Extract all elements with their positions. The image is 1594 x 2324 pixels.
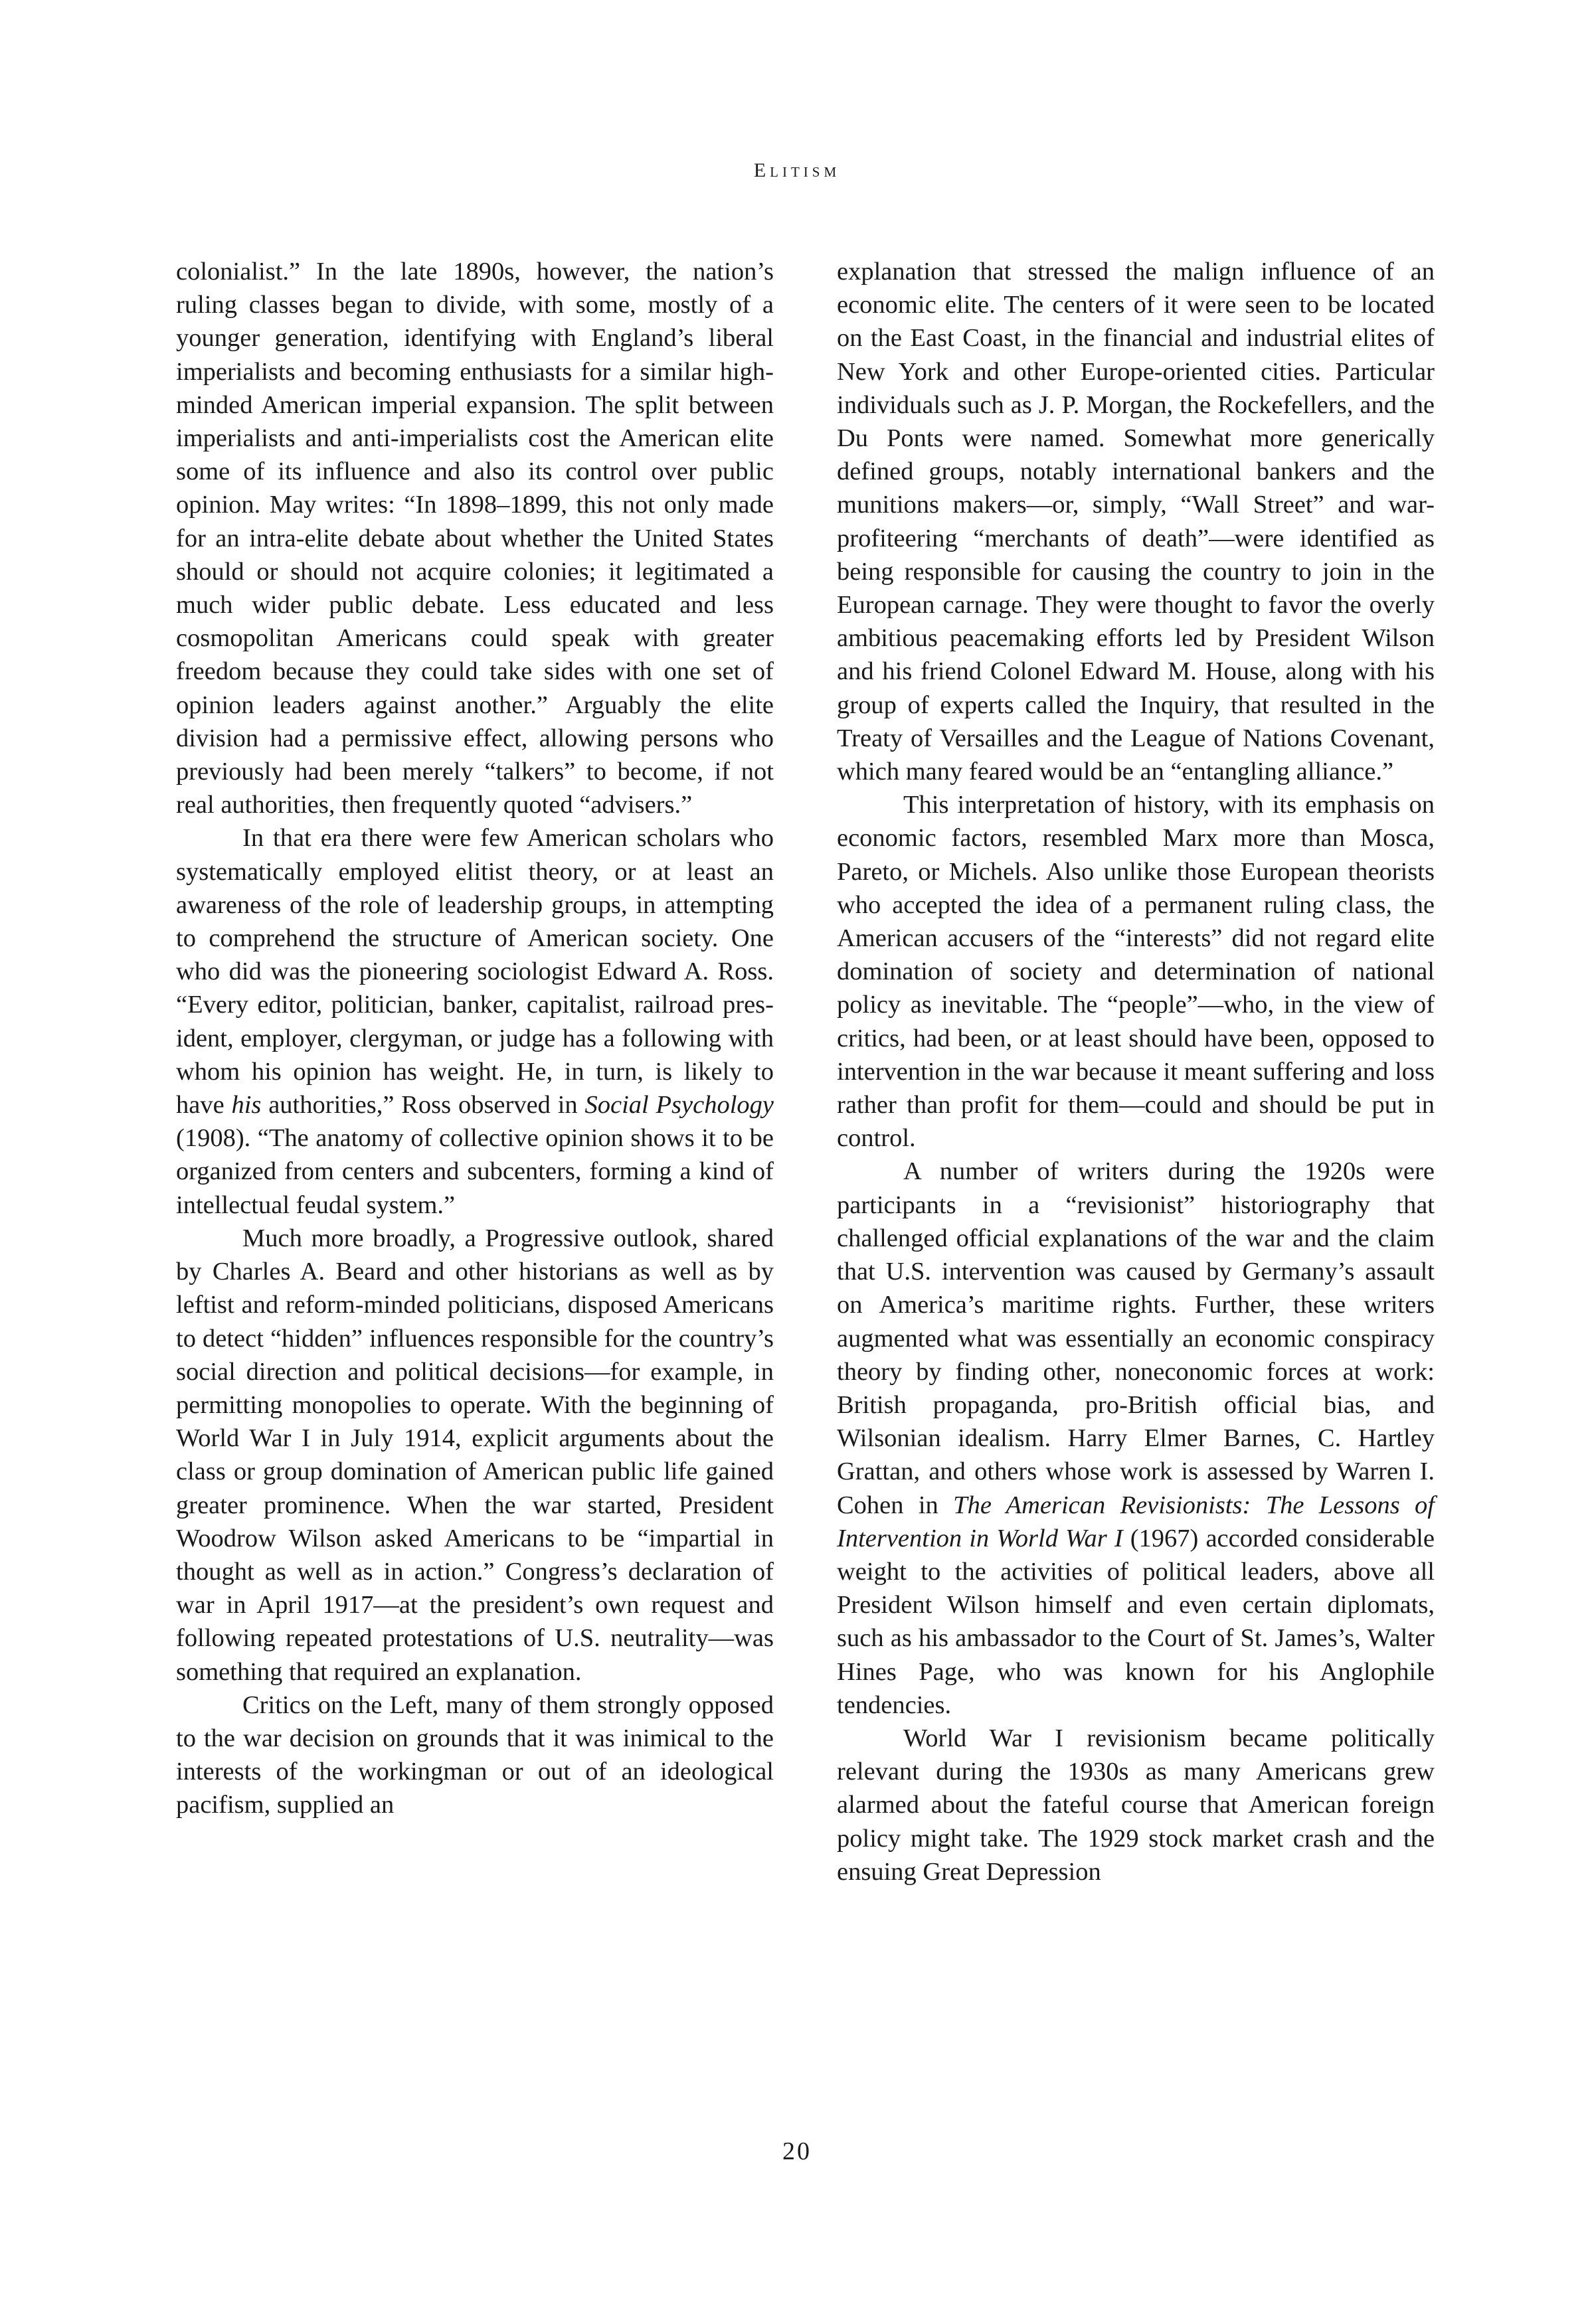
italic-term: his bbox=[231, 1091, 262, 1120]
paragraph: This interpretation of history, with its emphasis on economic factors, resembled Marx more than Mosca, Pareto, or Michels. Also unlike those European theorists who accepted the idea of a permanent ruling class, the American accusers of the “interests” did not regard elite domination of society and determination of national policy as inevitable. The “people”—who, in the view of critics, had been, or at least should have been, opposed to intervention in the war because it meant suffering and loss rather than profit for them—could and should be put in control. bbox=[837, 791, 1435, 1153]
book-title: The American Revisionists: The Lessons of Intervention in World War I bbox=[837, 1491, 1435, 1552]
paragraph: Critics on the Left, many of them strongly opposed to the war decision on grounds that it was inimical to the interests of the workingman or out of an ideological pacifism, supplied an bbox=[176, 1691, 774, 1819]
text-run: In that era there were few American scholars who systematically employed elitist theory, or at least an awareness of the role of leadership groups, in attempting to comprehend the structure of American society. One who did was the pioneering sociologist Edward A. Ross. “Every editor, politician, banker, capitalist, railroad president, employer, clergyman, or judge has a following with whom his opinion has weight. He, in turn, is likely to have bbox=[176, 824, 774, 1120]
paragraph: World War I revisionism became politically relevant during the 1930s as many Americans grew alarmed about the fateful course that American foreign policy might take. The 1929 stock market crash and the ensuing Great Depression bbox=[837, 1724, 1435, 1886]
book-title: Social Psychology bbox=[584, 1091, 774, 1120]
paragraph bbox=[837, 1155, 1435, 1721]
paragraph bbox=[176, 821, 774, 1221]
page-number: 20 bbox=[782, 2137, 812, 2165]
text-run: (1908). “The anatomy of collective opinion shows it to be organized from centers and subcenters, forming a kind of intellectual feudal system.” bbox=[176, 1124, 774, 1219]
left-column bbox=[176, 255, 774, 1822]
paragraph: colonialist.” In the late 1890s, however, the nation’s ruling classes began to divide, with some, mostly of a younger generation, identifying with England’s liberal imperialists and becoming enthusiasts for a similar high-minded American imperial expansion. The split between imperialists and anti-imperialists cost the American elite some of its influence and also its control over public opinion. May writes: “In 1898–1899, this not only made for an intra-elite debate about whether the United States should or should not acquire colonies; it legitimated a much wider public debate. Less educated and less cosmopolitan Americans could speak with greater freedom because they could take sides with one set of opinion leaders against another.” Arguably the elite division had a permissive effect, allowing persons who previously had been merely “talkers” to become, if not real authorities, then frequently quoted “advisers.” bbox=[176, 258, 774, 819]
text-run: A number of writers during the 1920s were participants in a “revisionist” historiography that challenged official explanations of the war and the claim that U.S. intervention was caused by Germany’s assault on America’s maritime rights. Further, these writers augmented what was essentially an economic conspiracy theory by finding other, noneconomic forces at work: British propaganda, pro-British official bias, and Wilsonian idealism. Harry Elmer Barnes, C. Hartley Grattan, and others whose work is assessed by Warren I. Cohen in bbox=[837, 1157, 1435, 1519]
paragraph: explanation that stressed the malign influence of an economic elite. The centers of it were seen to be located on the East Coast, in the financial and industrial elites of New York and other Europe-oriented cities. Particular individuals such as J. P. Morgan, the Rockefellers, and the Du Ponts were named. Somewhat more generically defined groups, notably international bankers and the munitions makers—or, simply, “Wall Street” and war-profiteering “merchants of death”—were identified as being responsible for causing the country to join in the European carnage. They were thought to favor the overly ambitious peacemaking efforts led by President Wilson and his friend Colonel Edward M. House, along with his group of experts called the Inquiry, that resulted in the Treaty of Versailles and the League of Nations Covenant, which many feared would be an “entangling alliance.” bbox=[837, 258, 1435, 786]
paragraph: Much more broadly, a Progressive outlook, shared by Charles A. Beard and other historians as well as by leftist and reform-minded politicians, disposed Americans to detect “hidden” influences responsible for the country’s social direction and political decisions—for example, in permitting monopolies to operate. With the beginning of World War I in July 1914, explicit arguments about the class or group domination of American public life gained greater prominence. When the war started, President Woodrow Wilson asked Americans to be “impartial in thought as well as in action.” Congress’s declaration of war in April 1917—at the president’s own request and following repeated protestations of U.S. neutrality—was something that required an explanation. bbox=[176, 1224, 774, 1686]
right-column bbox=[837, 255, 1435, 1888]
text-run: authorities,” Ross observed in bbox=[261, 1091, 585, 1120]
text-run: (1967) accorded considerable weight to the activities of political leaders, above all President Wilson himself and even certain diplomats, such as his ambassador to the Court of St. James’s, Walter Hines Page, who was known for his Anglophile tendencies. bbox=[837, 1524, 1435, 1719]
running-head: Elitism bbox=[753, 159, 841, 181]
